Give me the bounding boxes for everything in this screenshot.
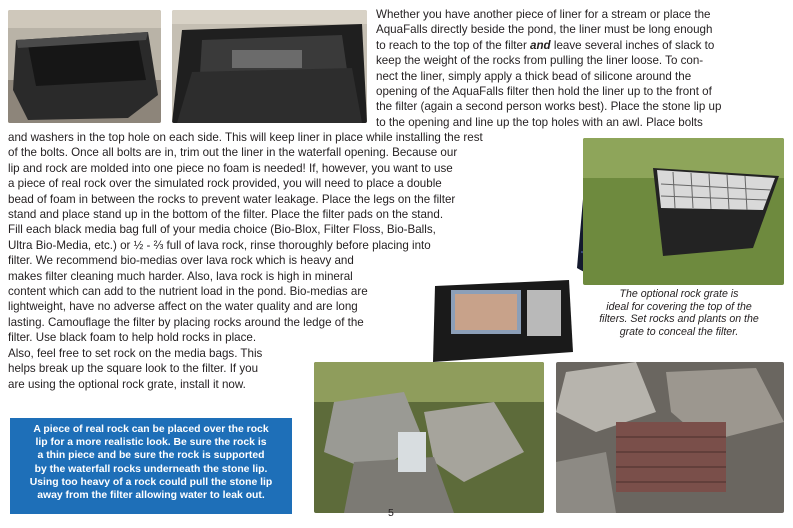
- text-line: nect the liner, simply apply a thick bead of silicone around the: [376, 69, 692, 83]
- text-line: opening of the AquaFalls filter then hold the liner up to the front of: [376, 85, 712, 99]
- photo-caption: [575, 288, 783, 338]
- text-line: Also, feel free to set rock on the media bags. This: [8, 346, 263, 360]
- text-line: makes filter cleaning much harder. Also, lava rock is high in mineral: [8, 269, 353, 283]
- text-line: bead of foam in between the rocks to prevent water leakage. Place the legs on the filter: [8, 192, 456, 206]
- text-line: Fill each black media bag full of your media choice (Bio-Blox, Filter Floss, Bio-Balls,: [8, 223, 436, 237]
- text-line: a piece of real rock over the simulated rock provided, you will need to place a double: [8, 177, 442, 191]
- page-number: 5: [388, 507, 394, 519]
- text-line: filter. Use black foam to help hold rocks in place.: [8, 331, 257, 345]
- text-line: of the bolts. Once all bolts are in, trim out the liner in the waterfall opening. Because our: [8, 146, 458, 160]
- tip-line: lip for a more realistic look. Be sure the rock is: [35, 437, 267, 449]
- text-line: and washers in the top hole on each side. This will keep liner in place while installing the rest: [8, 131, 483, 144]
- tip-line: A piece of real rock can be placed over the rock: [33, 424, 269, 435]
- text-line: AquaFalls directly beside the pond, the liner must be long enough: [376, 23, 713, 37]
- text-line: are using the optional rock grate, install it now.: [8, 377, 246, 391]
- photo-rock-grate: [583, 138, 784, 285]
- emphasis-text: and: [530, 38, 551, 52]
- photo-filter-box: [8, 10, 161, 123]
- text-line: Whether you have another piece of liner for a stream or place the: [376, 8, 711, 21]
- photo-rocks-on-bags: [556, 362, 784, 513]
- tip-line: away from the filter allowing water to leak out.: [37, 490, 265, 502]
- text-line: Ultra Bio-Media, etc.) or ½ - ⅔ full of lava rock, rinse thoroughly before placing into: [8, 238, 431, 252]
- text-line: the filter (again a second person works best). Place the stone lip up: [376, 100, 722, 114]
- photo-filter-media: [431, 272, 574, 364]
- text-line: keep the weight of the rocks from pulling the liner loose. To con-: [376, 54, 704, 68]
- caption-line: The optional rock grate is: [619, 288, 739, 300]
- text-line: helps break up the square look to the filter. If you: [8, 362, 259, 376]
- text-line: lightweight, have no adverse affect on the water quality and are long: [8, 300, 358, 314]
- text-line: to the opening and line up the top holes with an awl. Place bolts: [376, 115, 703, 129]
- photo-liner-attached: [172, 10, 367, 123]
- text-line: content which can add to the nutrient load in the pond. Bio-medias are: [8, 285, 368, 299]
- text-line: filter. We recommend bio-medias over lava rock which is heavy and: [8, 254, 354, 268]
- caption-line: ideal for covering the top of the: [606, 300, 752, 313]
- text-line: lasting. Camouflage the filter by placing rocks around the ledge of the: [8, 315, 364, 329]
- caption-line: filters. Set rocks and plants on the: [599, 313, 759, 326]
- text-line: lip and rock are molded into one piece no foam is needed! If, however, you want to use: [8, 161, 453, 175]
- text-line: stand and place stand up in the bottom of the filter. Place the filter pads on the stand.: [8, 208, 444, 222]
- caption-line: grate to conceal the filter.: [619, 325, 739, 338]
- tip-line: Using too heavy of a rock could pull the stone lip: [29, 476, 273, 488]
- photo-waterfall: [314, 362, 544, 513]
- body-paragraph-1: [376, 7, 786, 130]
- tip-box: [10, 418, 292, 514]
- tip-line: by the waterfall rocks underneath the stone lip.: [34, 463, 268, 475]
- tip-line: a thin piece and be sure the rock is supported: [37, 450, 265, 462]
- text-line: to reach to the top of the filter and leave several inches of slack to: [376, 38, 715, 52]
